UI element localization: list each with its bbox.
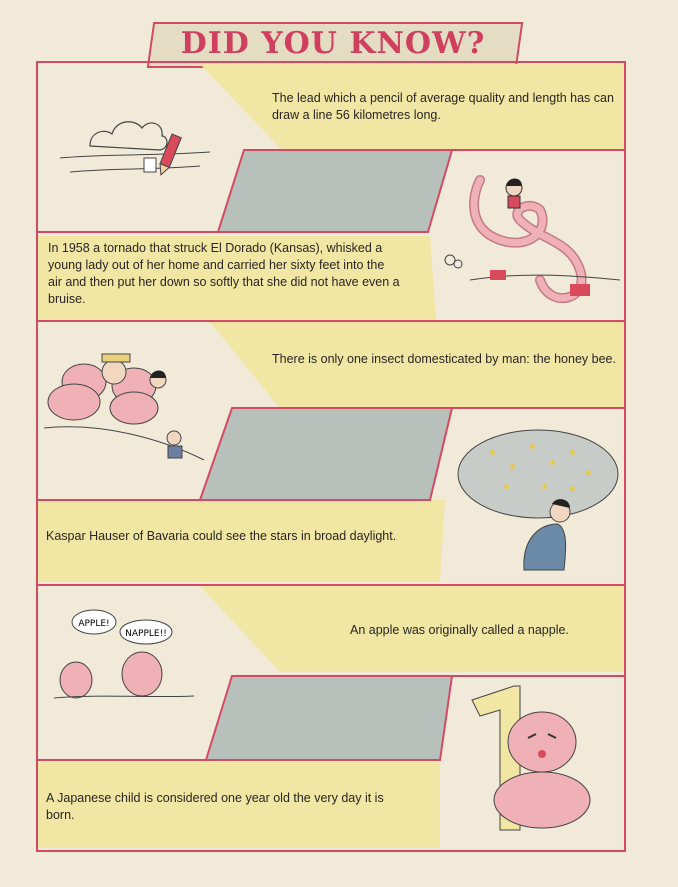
fact-tornado: In 1958 a tornado that struck El Dorado (Kansas), whisked a young lady out of her home and carried her sixty feet into the air and then put her down so softly that she did not have even a bruise.	[48, 241, 400, 306]
page-title: DID YOU KNOW?	[180, 25, 486, 61]
pencil-illustration	[60, 110, 210, 190]
svg-text:★: ★	[528, 442, 537, 453]
fact-japanese-child: A Japanese child is considered one year old the very day it is born.	[46, 791, 384, 822]
svg-text:★: ★	[568, 448, 577, 459]
fact-honey-bee: There is only one insect domesticated by man: the honey bee.	[272, 352, 616, 366]
svg-text:★: ★	[584, 468, 593, 479]
section-divider-2	[36, 584, 626, 586]
svg-text:★: ★	[508, 462, 517, 473]
svg-text:★: ★	[548, 458, 557, 469]
apple-speech: APPLE!	[78, 619, 110, 629]
fact-kaspar-hauser: Kaspar Hauser of Bavaria could see the stars in broad daylight.	[46, 529, 397, 543]
svg-text:★: ★	[488, 448, 497, 459]
svg-text:★: ★	[568, 484, 577, 495]
stargazer-illustration	[448, 420, 618, 570]
svg-text:★: ★	[540, 482, 549, 493]
baby-illustration	[462, 680, 622, 840]
napple-speech: NAPPLE!!	[125, 629, 167, 639]
section-divider-1	[36, 320, 626, 322]
apple-illustration	[54, 606, 204, 706]
fact-pencil: The lead which a pencil of average quality and length has can draw a line 56 kilometres long.	[272, 91, 614, 122]
svg-text:★: ★	[502, 482, 511, 493]
bee-illustration	[44, 340, 214, 470]
tornado-illustration	[430, 160, 620, 320]
fact-napple: An apple was originally called a napple.	[350, 623, 569, 637]
